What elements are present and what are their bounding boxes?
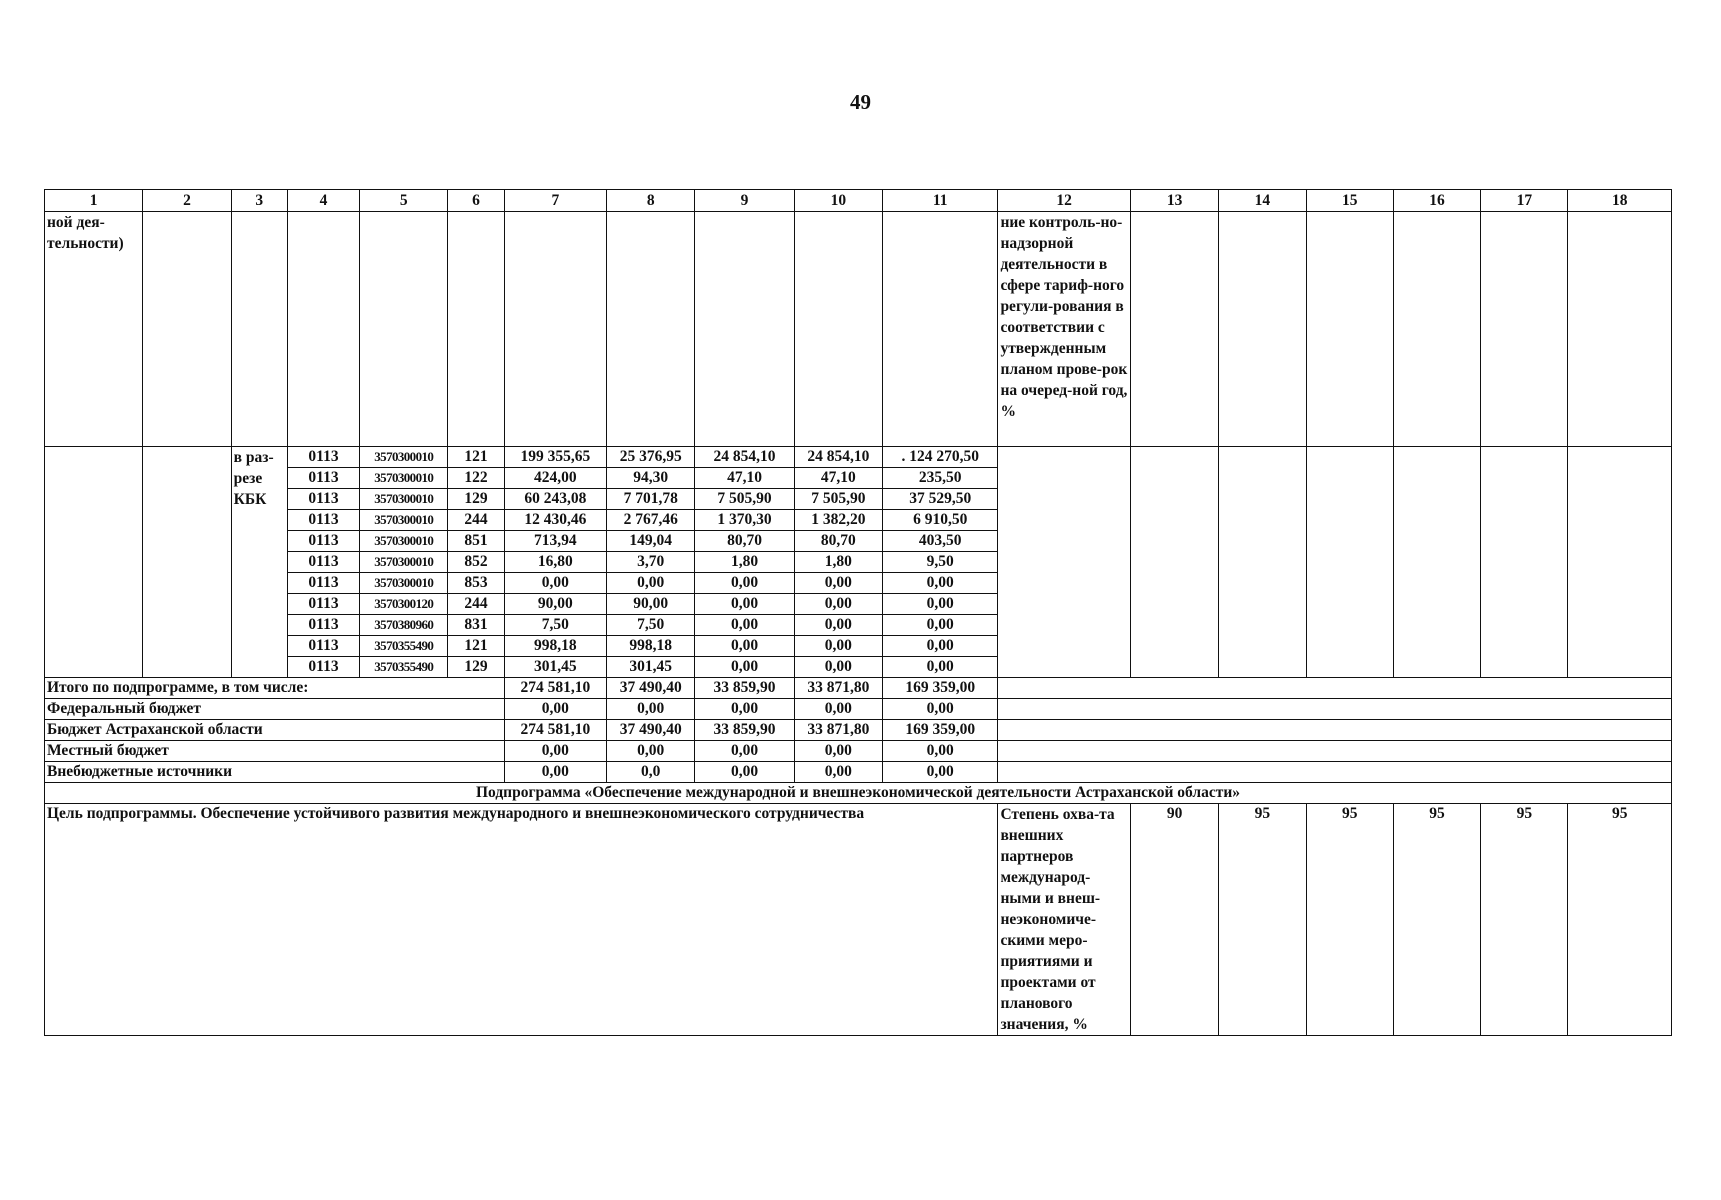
kbk-cell: 0113	[287, 468, 359, 489]
kbk-cell: 24 854,10	[794, 447, 882, 468]
totals-cell: 0,00	[883, 762, 998, 783]
kbk-cell: 16,80	[504, 552, 606, 573]
col-header-10: 10	[794, 190, 882, 212]
kbk-cell: 3570300010	[360, 489, 448, 510]
kbk-cell: 0,00	[794, 594, 882, 615]
totals-row	[45, 678, 1672, 699]
totals-cell: 33 859,90	[695, 678, 794, 699]
col-header-4: 4	[287, 190, 359, 212]
kbk-cell: 0113	[287, 636, 359, 657]
kbk-cell: 0,00	[695, 657, 794, 678]
subprogram-title-row	[45, 783, 1672, 804]
kbk-cell: 7 701,78	[607, 489, 695, 510]
kbk-cell: 122	[448, 468, 504, 489]
goal-value-18: 95	[1568, 804, 1672, 1036]
kbk-cell: 47,10	[794, 468, 882, 489]
kbk-cell: 0,00	[695, 636, 794, 657]
kbk-cell: 0,00	[883, 636, 998, 657]
kbk-cell: 80,70	[794, 531, 882, 552]
totals-row	[45, 699, 1672, 720]
kbk-cell: 0113	[287, 594, 359, 615]
kbk-cell: 1,80	[695, 552, 794, 573]
kbk-cell: 60 243,08	[504, 489, 606, 510]
kbk-cell: 90,00	[607, 594, 695, 615]
kbk-cell: 0113	[287, 573, 359, 594]
col-header-9: 9	[695, 190, 794, 212]
kbk-cell: 0,00	[695, 615, 794, 636]
totals-cell: 0,00	[695, 762, 794, 783]
kbk-cell: 3570355490	[360, 636, 448, 657]
goal-value-16: 95	[1393, 804, 1480, 1036]
col-header-16: 16	[1393, 190, 1480, 212]
kbk-cell: 0,00	[794, 636, 882, 657]
totals-cell: 0,00	[883, 699, 998, 720]
kbk-cell: 244	[448, 594, 504, 615]
kbk-cell: . 124 270,50	[883, 447, 998, 468]
totals-cell: 33 871,80	[794, 720, 882, 741]
col-header-13: 13	[1130, 190, 1218, 212]
totals-cell: 169 359,00	[883, 678, 998, 699]
kbk-cell: 94,30	[607, 468, 695, 489]
totals-label: Итого по подпрограмме, в том числе:	[45, 678, 505, 699]
col-header-2: 2	[143, 190, 231, 212]
kbk-cell: 403,50	[883, 531, 998, 552]
totals-cell: 0,00	[607, 741, 695, 762]
totals-cell: 0,00	[695, 741, 794, 762]
kbk-cell: 3570355490	[360, 657, 448, 678]
kbk-cell: 3570300010	[360, 552, 448, 573]
kbk-cell: 3570300010	[360, 447, 448, 468]
kbk-cell: 0113	[287, 447, 359, 468]
kbk-cell: 1 382,20	[794, 510, 882, 531]
totals-cell: 274 581,10	[504, 720, 606, 741]
totals-cell: 0,00	[794, 741, 882, 762]
totals-row	[45, 720, 1672, 741]
col-header-15: 15	[1306, 190, 1393, 212]
kbk-cell: 0,00	[883, 615, 998, 636]
goal-row	[45, 804, 1672, 1036]
page-number: 49	[850, 90, 871, 114]
totals-label: Внебюджетные источники	[45, 762, 505, 783]
kbk-cell: 6 910,50	[883, 510, 998, 531]
kbk-cell: 424,00	[504, 468, 606, 489]
kbk-cell: 3570380960	[360, 615, 448, 636]
kbk-cell: 0,00	[794, 615, 882, 636]
kbk-cell: 244	[448, 510, 504, 531]
kbk-cell: 0113	[287, 489, 359, 510]
kbk-cell: 0,00	[504, 573, 606, 594]
kbk-cell: 3570300010	[360, 510, 448, 531]
kbk-cell: 851	[448, 531, 504, 552]
kbk-cell: 301,45	[504, 657, 606, 678]
goal-value-17: 95	[1481, 804, 1568, 1036]
continuation-col1: ной дея-тельности)	[45, 212, 143, 447]
totals-cell: 0,0	[607, 762, 695, 783]
kbk-cell: 1 370,30	[695, 510, 794, 531]
kbk-cell: 0113	[287, 615, 359, 636]
totals-cell: 0,00	[695, 699, 794, 720]
kbk-cell: 80,70	[695, 531, 794, 552]
totals-cell: 0,00	[883, 741, 998, 762]
col-header-11: 11	[883, 190, 998, 212]
col-header-6: 6	[448, 190, 504, 212]
kbk-cell: 235,50	[883, 468, 998, 489]
kbk-cell: 301,45	[607, 657, 695, 678]
totals-cell: 37 490,40	[607, 678, 695, 699]
kbk-cell: 12 430,46	[504, 510, 606, 531]
kbk-cell: 3570300120	[360, 594, 448, 615]
col-header-14: 14	[1219, 190, 1306, 212]
totals-cell: 0,00	[607, 699, 695, 720]
kbk-cell: 0,00	[794, 657, 882, 678]
kbk-cell: 90,00	[504, 594, 606, 615]
col-header-7: 7	[504, 190, 606, 212]
kbk-cell: 852	[448, 552, 504, 573]
totals-label: Местный бюджет	[45, 741, 505, 762]
budget-table	[44, 189, 1672, 1036]
continuation-row	[45, 212, 1672, 447]
kbk-cell: 121	[448, 447, 504, 468]
totals-cell: 0,00	[504, 762, 606, 783]
kbk-cell: 1,80	[794, 552, 882, 573]
kbk-cell: 2 767,46	[607, 510, 695, 531]
totals-cell: 0,00	[504, 741, 606, 762]
kbk-cell: 149,04	[607, 531, 695, 552]
kbk-cell: 7 505,90	[794, 489, 882, 510]
kbk-cell: 0,00	[607, 573, 695, 594]
col-header-5: 5	[360, 190, 448, 212]
kbk-cell: 3570300010	[360, 573, 448, 594]
totals-cell: 0,00	[504, 699, 606, 720]
kbk-cell: 199 355,65	[504, 447, 606, 468]
kbk-cell: 3570300010	[360, 531, 448, 552]
kbk-cell: 0,00	[794, 573, 882, 594]
kbk-cell: 47,10	[695, 468, 794, 489]
kbk-cell: 713,94	[504, 531, 606, 552]
totals-cell: 169 359,00	[883, 720, 998, 741]
goal-value-14: 95	[1219, 804, 1306, 1036]
kbk-cell: 129	[448, 489, 504, 510]
col-header-8: 8	[607, 190, 695, 212]
goal-value-15: 95	[1306, 804, 1393, 1036]
goal-text: Цель подпрограммы. Обеспечение устойчивого развития международного и внешнеэкономического сотрудничества	[45, 804, 998, 1036]
kbk-cell: 0113	[287, 552, 359, 573]
totals-cell: 33 859,90	[695, 720, 794, 741]
totals-label: Бюджет Астраханской области	[45, 720, 505, 741]
kbk-cell: 0,00	[883, 573, 998, 594]
totals-cell: 37 490,40	[607, 720, 695, 741]
kbk-cell: 0113	[287, 531, 359, 552]
totals-cell: 33 871,80	[794, 678, 882, 699]
kbk-cell: 0,00	[695, 573, 794, 594]
totals-cell: 274 581,10	[504, 678, 606, 699]
col-header-1: 1	[45, 190, 143, 212]
col-header-17: 17	[1481, 190, 1568, 212]
kbk-cell: 121	[448, 636, 504, 657]
col-header-12: 12	[998, 190, 1130, 212]
kbk-cell: 7 505,90	[695, 489, 794, 510]
kbk-cell: 998,18	[504, 636, 606, 657]
kbk-cell: 7,50	[607, 615, 695, 636]
kbk-cell: 24 854,10	[695, 447, 794, 468]
kbk-cell: 3570300010	[360, 468, 448, 489]
kbk-cell: 9,50	[883, 552, 998, 573]
kbk-cell: 853	[448, 573, 504, 594]
kbk-cell: 0,00	[695, 594, 794, 615]
kbk-cell: 998,18	[607, 636, 695, 657]
kbk-label: в раз-резе КБК	[231, 447, 287, 678]
kbk-cell: 831	[448, 615, 504, 636]
goal-value-13: 90	[1130, 804, 1218, 1036]
totals-label: Федеральный бюджет	[45, 699, 505, 720]
col-header-18: 18	[1568, 190, 1672, 212]
col-header-3: 3	[231, 190, 287, 212]
kbk-cell: 3,70	[607, 552, 695, 573]
totals-cell: 0,00	[794, 699, 882, 720]
column-header-row	[45, 190, 1672, 212]
kbk-cell: 0113	[287, 657, 359, 678]
goal-indicator: Степень охва-та внешних партнеров международ-ными и внеш-неэкономиче-скими меро-приятиями и проектами от планового значения, %	[998, 804, 1130, 1036]
totals-cell: 0,00	[794, 762, 882, 783]
kbk-cell: 0,00	[883, 594, 998, 615]
kbk-cell: 37 529,50	[883, 489, 998, 510]
kbk-cell: 7,50	[504, 615, 606, 636]
kbk-cell: 0,00	[883, 657, 998, 678]
kbk-cell: 129	[448, 657, 504, 678]
totals-row	[45, 762, 1672, 783]
kbk-row	[45, 447, 1672, 468]
kbk-cell: 25 376,95	[607, 447, 695, 468]
kbk-cell: 0113	[287, 510, 359, 531]
totals-row	[45, 741, 1672, 762]
continuation-indicator: ние контроль-но-надзорной деятельности в сфере тариф-ного регули-рования в соответствии с утвержденным планом прове-рок на очеред-ной год, %	[998, 212, 1130, 447]
subprogram-title: Подпрограмма «Обеспечение международной и внешнеэкономической деятельности Астраханской области»	[45, 783, 1672, 804]
